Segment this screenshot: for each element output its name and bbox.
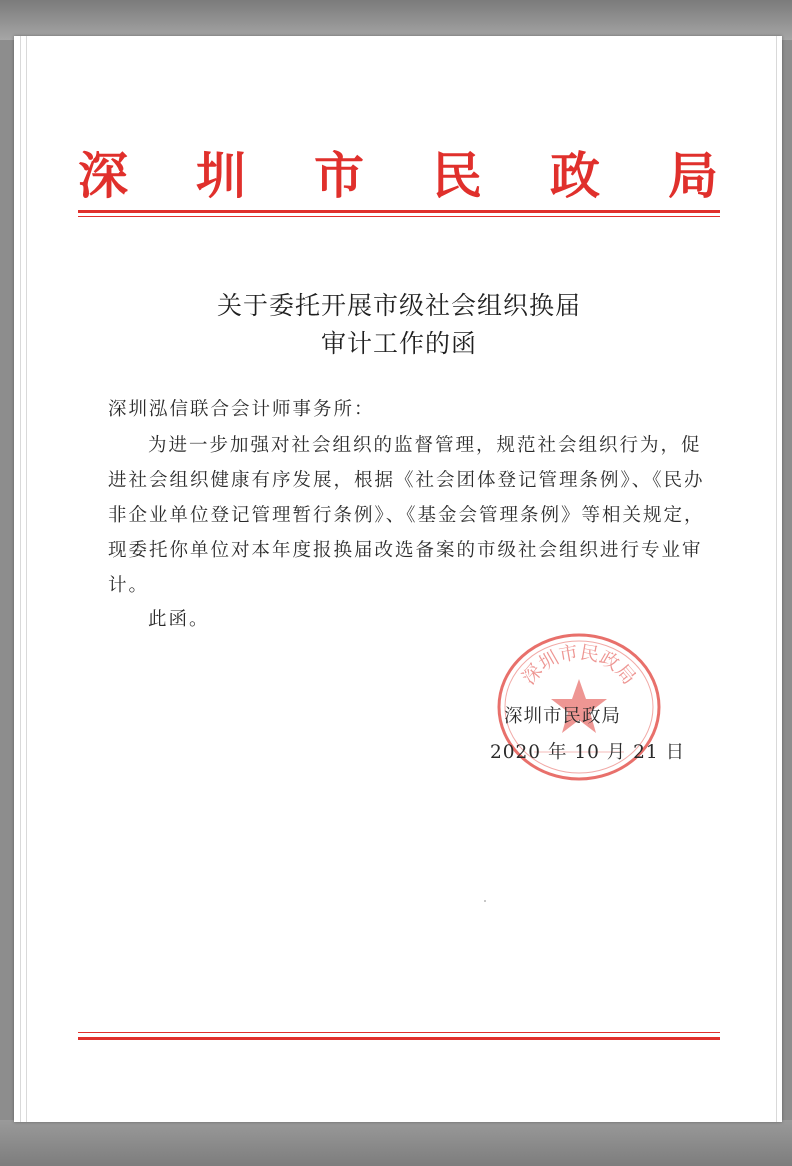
page-edge-line [26,36,27,1122]
footer-rule-thin [78,1032,720,1033]
footer-rule [78,1037,720,1040]
scan-bottom-border [0,1120,792,1166]
page-edge-line [20,36,21,1122]
document-page [14,36,782,1122]
document-title-line1: 关于委托开展市级社会组织换届 [216,291,581,320]
salutation: 深圳泓信联合会计师事务所： [108,399,375,420]
signature-date: 2020 年 10 月 21 日 [490,742,686,763]
letterhead-char: 圳 [196,146,246,205]
letterhead-char: 局 [668,146,718,205]
body-paragraph: 为进一步加强对社会组织的监督管理，规范社会组织行为，促进社会组织健康有序发展，根据《社会团体登记管理条例》、《民办非企业单位登记管理暂行条例》、《基金会管理条例》等相关规定，现委托你单位对本年度报换届改选备案的市级社会组织进行专业审计。 [108,435,705,596]
letterhead-char: 深 [78,146,128,205]
scan-speck [484,900,486,902]
document-title-line2: 审计工作的函 [320,329,477,358]
letterhead-char: 市 [314,146,364,205]
seal-text: 深圳市民政局 [517,641,641,689]
letterhead [78,136,718,208]
signer-name: 深圳市民政局 [504,706,622,727]
letterhead-rule [78,210,720,213]
letterhead-char: 政 [550,146,600,205]
scan-top-border [0,0,792,40]
letterhead-rule-thin [78,216,720,217]
letterhead-char: 民 [432,146,482,205]
page-edge-line [776,36,777,1122]
closing-line: 此函。 [148,609,210,630]
